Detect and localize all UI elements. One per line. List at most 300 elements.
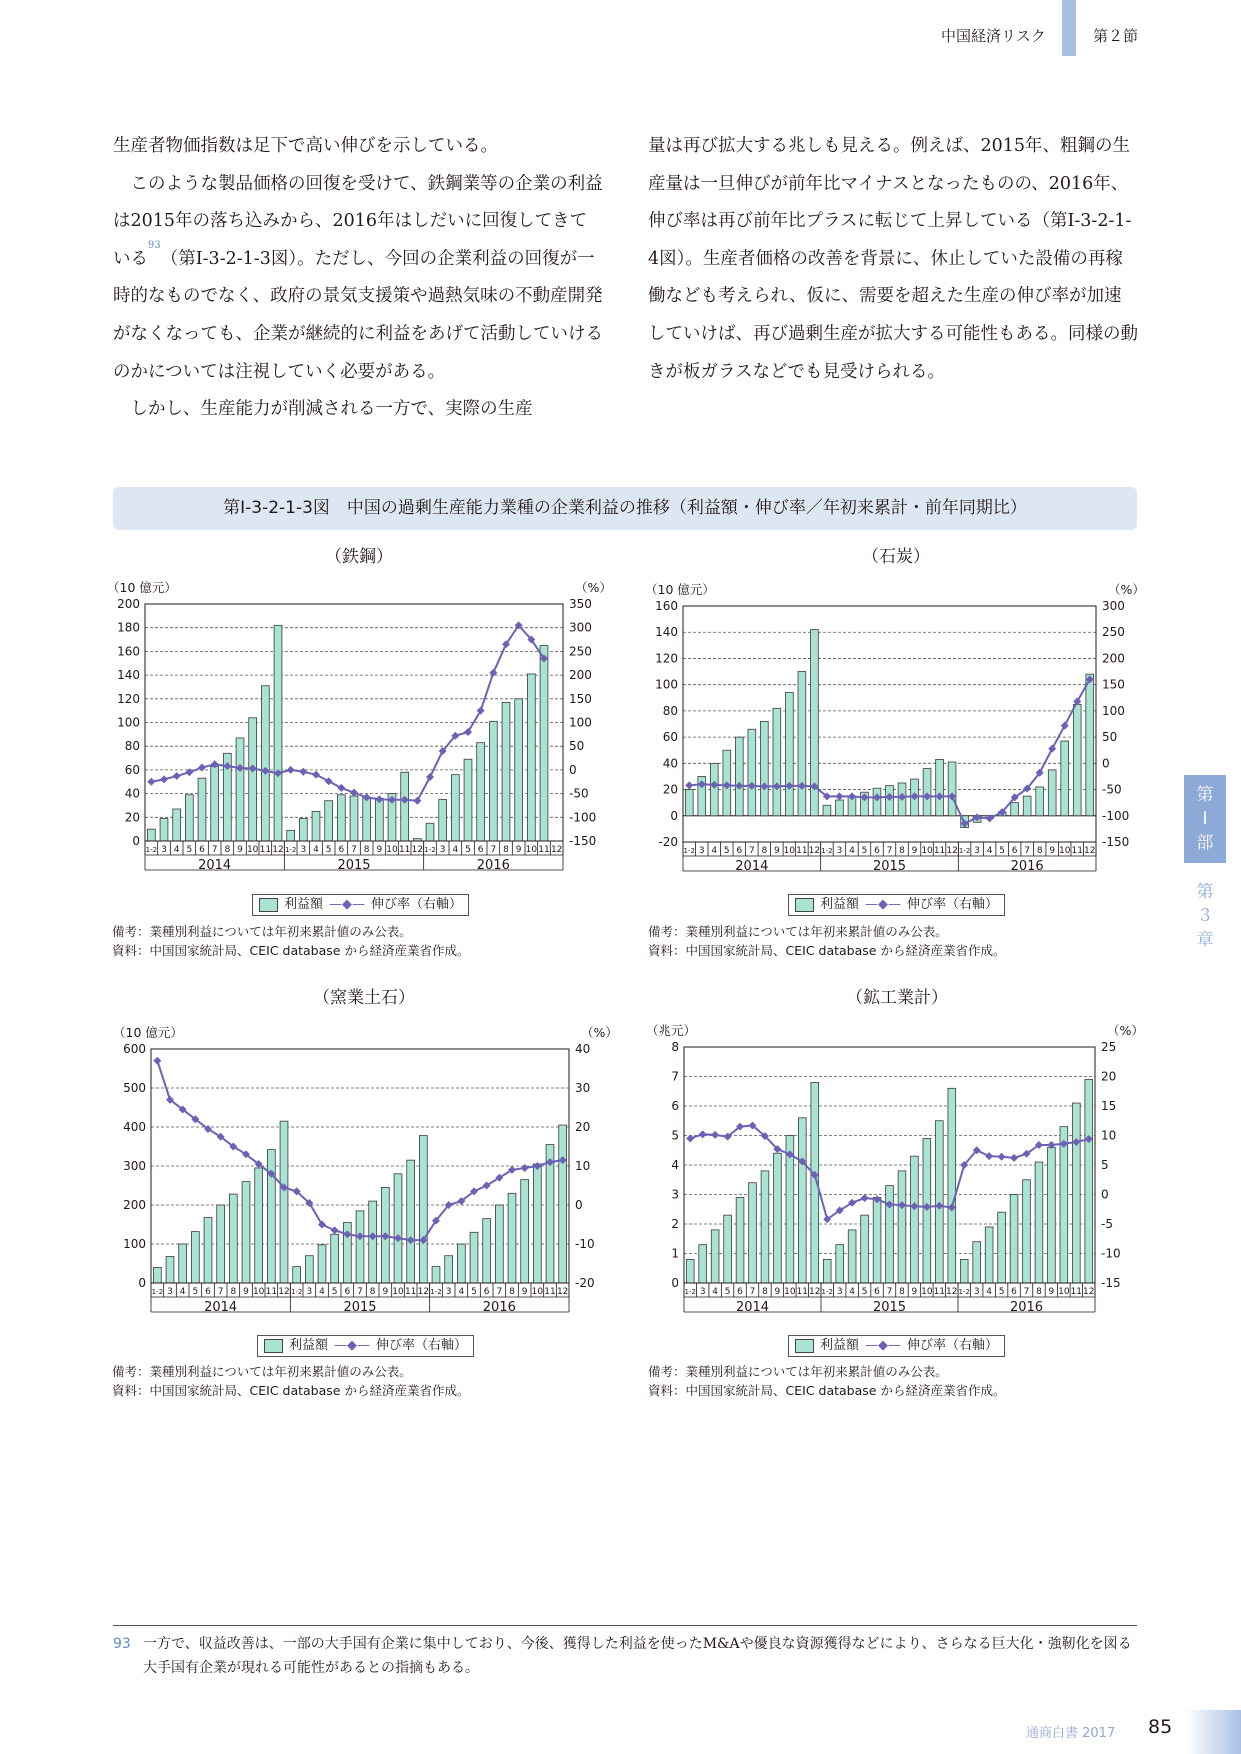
x-tick-label: 3 <box>439 845 446 855</box>
x-tick-label: 6 <box>338 845 345 855</box>
y2-tick-label: 200 <box>1102 651 1125 666</box>
bar <box>1011 803 1019 816</box>
bar <box>318 1245 326 1283</box>
paragraph: 量は再び拡大する兆しも見える。例えば、2015年、粗鋼の生産量は一旦伸びが前年比マイナスとなったものの、2016年、伸び率は再び前年比プラスに転じて上昇している（第Ⅰ-3-2-1-4図）。生産者価格の改善を背景に、休止していた設備の再稼働なども考えられ、仮に、需要を超えた生産の伸び率が加速していけば、再び過剰生産が拡大する可能性もある。同様の動きが板ガラスなどでも見受けられる。 <box>648 136 1138 382</box>
year-label: 2016 <box>476 858 510 873</box>
bar <box>432 1267 440 1283</box>
x-tick-label: 6 <box>874 846 880 856</box>
growth-marker <box>985 1152 993 1160</box>
x-tick-label: 4 <box>711 846 718 856</box>
x-tick-label: 11 <box>544 1287 556 1297</box>
chart-industry <box>637 1015 1157 1325</box>
bar <box>217 1205 225 1283</box>
bar <box>255 1168 263 1283</box>
x-tick-label: 8 <box>761 846 768 856</box>
x-tick-label: 8 <box>762 1287 768 1297</box>
bar <box>533 1164 541 1283</box>
bar <box>836 800 844 816</box>
growth-marker <box>325 777 333 785</box>
bar <box>1036 787 1044 816</box>
y-axis-label: （兆元） <box>646 1023 697 1038</box>
x-tick-label: 12 <box>272 845 284 855</box>
x-tick-label: 7 <box>351 845 357 855</box>
paragraph: このような製品価格の回復を受けて、鉄鋼業等の企業の利益は2015年の落ち込みから、2016年はしだいに回復してきている$^{93}$（第Ⅰ-3-2-1-3図）。ただし、今回の企業利益の回復が一時的なものでなく、政府の景気支援策や過熱気味の不動産開発がなくなっても、企業が継続的に利益をあげて活動していけるのかについては注視していく必要がある。 <box>113 173 603 382</box>
growth-marker <box>861 1194 869 1202</box>
x-tick-label: 10 <box>386 845 398 855</box>
y-tick-label: 100 <box>655 677 678 692</box>
bar <box>464 759 472 841</box>
y2-tick-label: 100 <box>569 715 592 730</box>
y2-tick-label: 200 <box>569 668 592 683</box>
x-tick-label: 10 <box>531 1287 544 1297</box>
x-tick-label: 7 <box>886 846 893 856</box>
footnote-number: 93 <box>113 1636 131 1652</box>
bar <box>394 1174 402 1283</box>
bar <box>426 823 434 841</box>
x-tick-label: 10 <box>1058 846 1071 856</box>
growth-marker <box>153 1057 161 1065</box>
legend-bar-swatch <box>264 1339 283 1353</box>
x-tick-label: 12 <box>550 845 563 855</box>
bar <box>735 737 743 816</box>
x-tick-label: 9 <box>1048 1287 1055 1297</box>
y2-tick-label: -5 <box>1101 1217 1113 1231</box>
bar <box>798 1118 806 1283</box>
growth-marker <box>1048 745 1056 753</box>
bar <box>401 772 409 841</box>
year-label: 2014 <box>735 1300 770 1315</box>
chart-steel <box>100 575 620 885</box>
growth-marker <box>699 1130 707 1138</box>
y-axis-label: （10 億元） <box>645 582 715 597</box>
x-tick-label: 9 <box>237 845 243 855</box>
y-tick-label: 40 <box>124 786 140 801</box>
y2-tick-label: -10 <box>1101 1246 1121 1261</box>
y-tick-label: 5 <box>671 1128 679 1143</box>
x-tick-label: 4 <box>849 846 855 856</box>
header-accent-bar <box>1062 0 1076 56</box>
growth-marker <box>1010 1154 1018 1162</box>
bar <box>823 1259 831 1283</box>
growth-marker <box>686 1134 694 1142</box>
year-label: 2015 <box>872 859 907 874</box>
x-tick-label: 11 <box>259 845 272 855</box>
bar <box>848 1230 856 1283</box>
y-tick-label: 100 <box>117 715 140 730</box>
legend: 利益額 —◆— 伸び率（右軸） <box>257 1335 474 1357</box>
bar <box>191 1232 199 1283</box>
y-axis-label: （10 億元） <box>107 580 177 595</box>
year-label: 2014 <box>198 858 232 873</box>
footnote-ref[interactable]: 93 <box>148 239 161 251</box>
x-tick-label: 4 <box>986 1287 993 1297</box>
x-tick-label: 10 <box>784 1287 796 1297</box>
panel-title-industry: （鉱工業計） <box>846 988 948 1008</box>
legend: 利益額 —◆— 伸び率（右軸） <box>788 894 1005 916</box>
x-tick-label: 9 <box>773 846 780 856</box>
x-tick-label: 5 <box>325 845 332 855</box>
x-tick-label: 10 <box>525 845 538 855</box>
bar <box>483 1219 491 1283</box>
bar <box>179 1244 187 1283</box>
x-tick-label: 6 <box>736 846 743 856</box>
x-tick-label: 7 <box>748 846 755 856</box>
x-tick-label: 4 <box>313 845 319 855</box>
x-tick-label: 12 <box>1083 1287 1095 1297</box>
y2-axis-label: （%） <box>1107 1023 1144 1038</box>
y-tick-label: 140 <box>117 668 140 683</box>
x-tick-label: 11 <box>404 1287 417 1297</box>
y-tick-label: 60 <box>662 730 678 745</box>
bar <box>1010 1195 1018 1284</box>
bar <box>375 798 383 841</box>
year-label: 2015 <box>343 1300 377 1315</box>
bar <box>760 721 768 815</box>
y-tick-label: 200 <box>123 1198 146 1212</box>
bar <box>445 1256 453 1283</box>
footnote-text: 一方で、収益改善は、一部の大手国有企業に集中しており、今後、獲得した利益を使ったM&Aや優良な資源獲得などにより、さらなる巨大化・強靭化を図る大手国有企業が現れる可能性があるとの指摘もある。 <box>143 1636 1132 1676</box>
bar <box>749 1183 757 1283</box>
bar <box>419 1136 427 1283</box>
figure-title: 第Ⅰ-3-2-1-3図 中国の過剰生産能力業種の企業利益の推移（利益額・伸び率／年初来累計・前年同期比） <box>113 487 1137 530</box>
bar <box>748 729 756 816</box>
x-tick-label: 8 <box>509 1287 515 1297</box>
growth-marker <box>521 1164 529 1172</box>
chart-notes: 備考：業種別利益については年初来累計値のみ公表。 資料：中国国家統計局、CEIC database から経済産業省作成。 <box>112 1364 470 1398</box>
x-tick-label: 7 <box>886 1287 893 1297</box>
y-tick-label: 200 <box>117 597 140 611</box>
x-tick-label: 4 <box>319 1287 325 1297</box>
x-tick-label: 1-2 <box>821 847 833 855</box>
y2-tick-label: -50 <box>569 786 589 801</box>
bar <box>686 1259 694 1283</box>
y2-tick-label: 250 <box>569 644 592 659</box>
bar <box>836 1245 844 1283</box>
x-tick-label: 4 <box>173 845 180 855</box>
x-tick-label: 3 <box>836 1287 843 1297</box>
bar <box>470 1232 478 1283</box>
chart-coal <box>637 575 1157 885</box>
x-tick-label: 11 <box>398 845 411 855</box>
x-tick-label: 11 <box>933 1287 946 1297</box>
x-tick-label: 6 <box>205 1287 211 1297</box>
x-tick-label: 3 <box>699 1287 706 1297</box>
y-tick-label: 7 <box>671 1069 679 1084</box>
y2-tick-label: 300 <box>569 620 592 635</box>
x-tick-label: 1-2 <box>424 846 436 854</box>
x-tick-label: 8 <box>1036 846 1043 856</box>
x-tick-label: 5 <box>471 1287 477 1297</box>
x-tick-label: 1-2 <box>430 1288 442 1296</box>
x-tick-label: 3 <box>445 1287 452 1297</box>
x-tick-label: 11 <box>538 845 550 855</box>
x-tick-label: 9 <box>774 1287 781 1297</box>
y2-tick-label: 0 <box>569 762 577 777</box>
bar <box>331 1234 339 1283</box>
x-tick-label: 9 <box>382 1287 389 1297</box>
bar <box>736 1197 744 1283</box>
y-tick-label: 160 <box>117 644 140 659</box>
chart-notes: 備考：業種別利益については年初来累計値のみ公表。 資料：中国国家統計局、CEIC database から経済産業省作成。 <box>112 924 470 958</box>
year-label: 2015 <box>337 858 371 873</box>
y-tick-label: 180 <box>117 620 140 635</box>
y2-tick-label: -15 <box>1101 1276 1121 1290</box>
side-tab-chapter[interactable]: 第３章 <box>1196 882 1214 950</box>
bar <box>699 1245 707 1283</box>
x-tick-label: 9 <box>911 846 918 856</box>
y-tick-label: 40 <box>662 756 678 771</box>
bar <box>1085 1079 1093 1283</box>
legend: 利益額 —◆— 伸び率（右軸） <box>788 1335 1005 1357</box>
growth-marker <box>711 1131 719 1139</box>
x-tick-label: 9 <box>1049 846 1056 856</box>
y-tick-label: 500 <box>123 1081 146 1095</box>
x-tick-label: 4 <box>712 1287 719 1297</box>
panel-title-ceramics: （窯業土石） <box>313 988 415 1008</box>
x-tick-label: 1-2 <box>684 1288 696 1296</box>
bar <box>823 805 831 815</box>
bar <box>147 829 155 841</box>
x-tick-label: 12 <box>946 846 958 856</box>
panel-title-steel: （鉄鋼） <box>325 547 393 567</box>
x-tick-label: 6 <box>477 845 484 855</box>
x-tick-label: 12 <box>417 1287 430 1297</box>
side-tab-part[interactable]: 第Ⅰ部 <box>1184 775 1226 863</box>
footer-book-title: 通商白書 2017 <box>1026 1726 1116 1741</box>
x-tick-label: 10 <box>252 1287 265 1297</box>
bar <box>261 686 269 841</box>
bar <box>1035 1162 1043 1283</box>
bar <box>985 1227 993 1283</box>
x-tick-label: 9 <box>911 1287 918 1297</box>
bar <box>1048 1147 1056 1283</box>
x-tick-label: 8 <box>224 845 231 855</box>
bar <box>948 1088 956 1283</box>
paragraph: しかし、生産能力が削減される一方で、実際の生産 <box>130 399 533 420</box>
y-tick-label: 120 <box>655 651 678 666</box>
bar <box>998 1212 1006 1283</box>
bar <box>299 818 307 841</box>
y2-tick-label: 0 <box>1101 1187 1109 1202</box>
bar <box>540 645 548 841</box>
y2-tick-label: 30 <box>575 1081 591 1095</box>
x-tick-label: 4 <box>458 1287 465 1297</box>
bar <box>948 762 956 816</box>
bar <box>457 1244 465 1283</box>
y-tick-label: 80 <box>124 739 140 754</box>
y2-tick-label: 15 <box>1101 1099 1117 1113</box>
bar <box>761 1171 769 1283</box>
y-tick-label: 20 <box>124 810 140 825</box>
y2-tick-label: 250 <box>1102 625 1125 640</box>
growth-marker <box>173 772 181 780</box>
x-tick-label: 11 <box>796 846 808 856</box>
bar <box>173 809 181 841</box>
x-tick-label: 5 <box>465 845 471 855</box>
x-tick-label: 5 <box>186 845 193 855</box>
x-tick-label: 11 <box>1071 846 1083 856</box>
x-tick-label: 1-2 <box>151 1288 164 1296</box>
x-tick-label: 6 <box>344 1287 351 1297</box>
y-tick-label: 300 <box>123 1159 146 1173</box>
growth-marker <box>160 775 168 783</box>
x-tick-label: 10 <box>246 845 259 855</box>
panel-title-coal: （石炭） <box>862 547 930 567</box>
growth-marker <box>287 766 295 774</box>
bar <box>1023 1180 1031 1283</box>
running-header-part: 第２節 <box>1093 27 1139 45</box>
y-tick-label: 60 <box>124 762 140 777</box>
bar <box>724 1215 732 1283</box>
bar <box>204 1217 212 1283</box>
bar <box>898 1171 906 1283</box>
year-label: 2016 <box>1010 859 1044 874</box>
bar <box>521 1180 529 1283</box>
y2-tick-label: 350 <box>569 597 592 611</box>
x-tick-label: 1-2 <box>284 846 297 854</box>
y-tick-label: 0 <box>132 834 140 848</box>
bar <box>356 1211 364 1283</box>
x-tick-label: 3 <box>973 1287 980 1297</box>
bar <box>873 788 881 816</box>
x-tick-label: 8 <box>503 845 509 855</box>
bar <box>293 1267 301 1283</box>
bar <box>249 718 257 841</box>
y2-tick-label: 300 <box>1102 599 1125 613</box>
x-tick-label: 12 <box>809 1287 821 1297</box>
x-tick-label: 1-2 <box>958 847 971 855</box>
x-tick-label: 12 <box>411 845 424 855</box>
growth-marker <box>331 1226 339 1234</box>
x-tick-label: 3 <box>300 845 307 855</box>
y2-tick-label: 150 <box>569 691 592 706</box>
bar <box>211 766 219 841</box>
x-tick-label: 7 <box>357 1287 363 1297</box>
growth-marker <box>147 778 155 786</box>
legend-bar-swatch <box>259 898 278 912</box>
year-label: 2016 <box>1009 1300 1044 1315</box>
y2-tick-label: -50 <box>1102 782 1122 797</box>
bar <box>960 1259 968 1283</box>
bar <box>229 1194 237 1283</box>
x-tick-label: 9 <box>521 1287 528 1297</box>
y-tick-label: 600 <box>123 1042 146 1056</box>
x-tick-label: 7 <box>217 1287 224 1297</box>
bar <box>1072 1103 1080 1283</box>
x-tick-label: 11 <box>933 846 946 856</box>
bar <box>973 1242 981 1283</box>
legend-bar-swatch <box>795 1339 814 1353</box>
y-tick-label: 20 <box>662 782 678 797</box>
y-tick-label: 80 <box>662 703 678 718</box>
growth-marker <box>835 792 843 800</box>
y2-tick-label: 20 <box>575 1120 591 1134</box>
growth-marker <box>1061 722 1069 730</box>
chart-ceramics <box>100 1015 620 1325</box>
bar <box>1061 741 1069 816</box>
bar <box>489 721 497 841</box>
x-tick-label: 3 <box>161 845 167 855</box>
bar <box>1023 796 1031 816</box>
bar <box>923 769 931 816</box>
body-column-right <box>648 128 1138 391</box>
bar <box>477 743 485 841</box>
x-tick-label: 7 <box>1023 1287 1030 1297</box>
y2-tick-label: 0 <box>575 1198 583 1212</box>
year-label: 2014 <box>735 859 769 874</box>
bar <box>559 1125 567 1283</box>
y2-tick-label: 40 <box>575 1042 591 1056</box>
x-tick-label: 5 <box>999 846 1006 856</box>
bar <box>1073 704 1081 815</box>
bar <box>1048 770 1056 816</box>
bar <box>407 1160 415 1283</box>
bar <box>515 699 523 841</box>
bar <box>325 801 333 841</box>
x-tick-label: 7 <box>1024 846 1031 856</box>
y-tick-label: 400 <box>123 1120 146 1134</box>
paragraph: 生産者物価指数は足下で高い伸びを示している。 <box>113 136 498 156</box>
chart-notes: 備考：業種別利益については年初来累計値のみ公表。 資料：中国国家統計局、CEIC database から経済産業省作成。 <box>648 1364 1006 1398</box>
growth-marker <box>198 764 206 772</box>
bar <box>274 625 282 841</box>
x-tick-label: 4 <box>849 1287 856 1297</box>
footnote <box>113 1632 1143 1680</box>
x-tick-label: 3 <box>698 846 705 856</box>
y2-axis-label: （%） <box>575 580 612 595</box>
bar <box>280 1121 288 1283</box>
x-tick-label: 6 <box>874 1287 880 1297</box>
y2-tick-label: 10 <box>1101 1128 1117 1143</box>
x-tick-label: 1-2 <box>145 846 158 854</box>
bar <box>710 763 718 815</box>
x-tick-label: 5 <box>724 1287 731 1297</box>
bar <box>685 790 693 816</box>
bar <box>166 1256 174 1283</box>
year-label: 2014 <box>204 1300 238 1315</box>
y2-axis-label: （%） <box>1108 582 1145 597</box>
x-tick-label: 6 <box>1011 846 1018 856</box>
body-column-left <box>113 128 603 429</box>
x-tick-label: 11 <box>265 1287 278 1297</box>
bar <box>508 1193 516 1283</box>
y-axis-label: （10 億元） <box>113 1025 183 1040</box>
x-tick-label: 9 <box>243 1287 249 1297</box>
page-number: 85 <box>1148 1716 1173 1738</box>
y2-tick-label: 5 <box>1101 1158 1109 1172</box>
y-tick-label: -20 <box>658 835 678 849</box>
y-tick-label: 1 <box>671 1246 679 1261</box>
x-tick-label: 11 <box>796 1287 809 1297</box>
growth-marker <box>413 797 421 805</box>
bar <box>236 738 244 841</box>
x-tick-label: 9 <box>376 845 383 855</box>
legend-line-swatch: —◆— <box>865 1338 902 1353</box>
x-tick-label: 8 <box>899 1287 905 1297</box>
y-tick-label: 2 <box>671 1217 679 1231</box>
bar <box>160 818 168 841</box>
x-tick-label: 11 <box>1070 1287 1083 1297</box>
x-tick-label: 5 <box>331 1287 338 1297</box>
legend: 利益額 —◆— 伸び率（右軸） <box>252 894 469 916</box>
legend-line-swatch: —◆— <box>329 897 366 912</box>
y2-tick-label: 50 <box>569 739 585 754</box>
y2-tick-label: -150 <box>569 834 597 848</box>
x-tick-label: 8 <box>363 845 370 855</box>
bar <box>774 1153 782 1283</box>
bar <box>242 1182 250 1283</box>
bar <box>911 1156 919 1283</box>
